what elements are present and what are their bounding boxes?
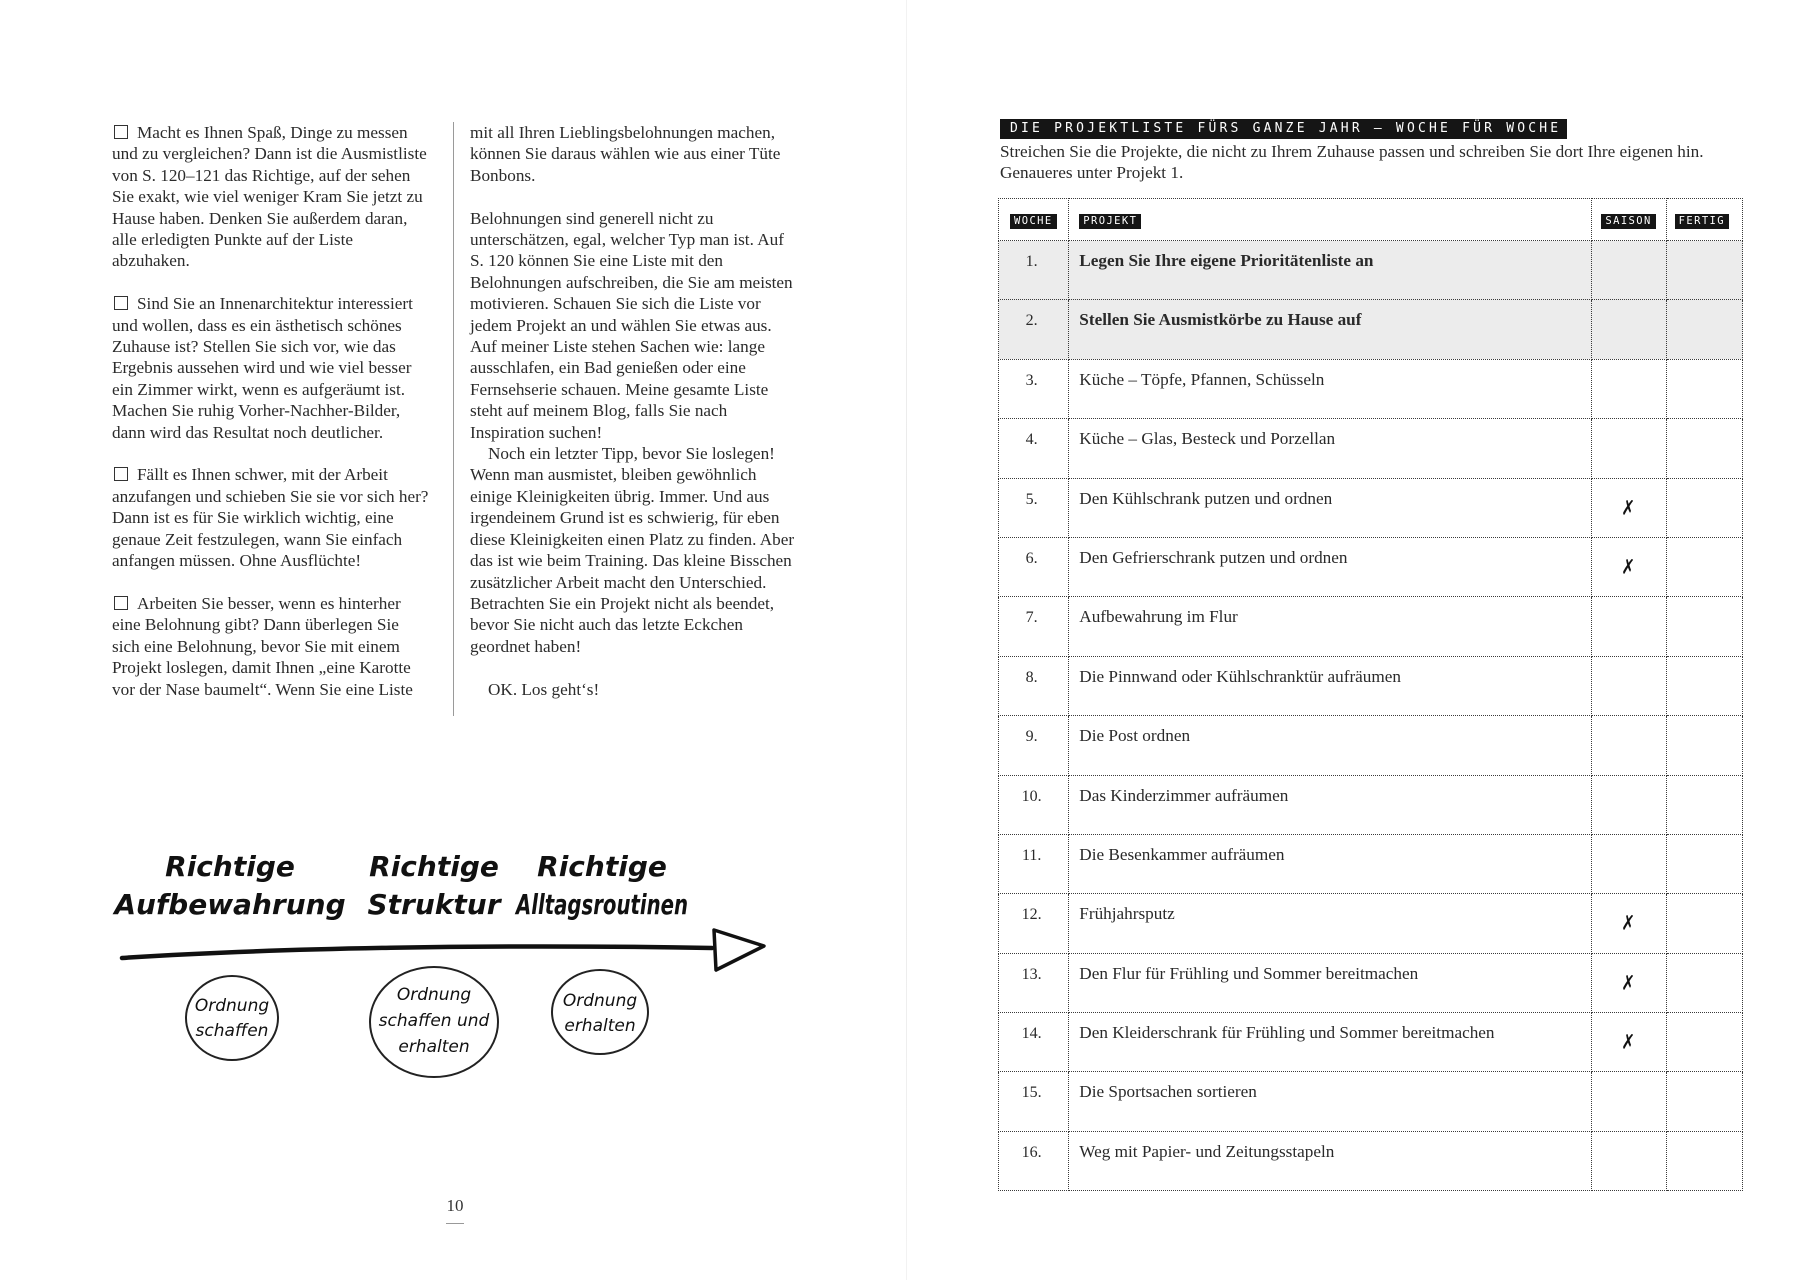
closing-line: OK. Los geht‘s! <box>488 679 600 699</box>
season-mark <box>1601 773 1657 795</box>
week-cell <box>999 478 1069 537</box>
project-cell <box>1069 537 1592 596</box>
week-cell <box>999 300 1069 359</box>
season-cell[interactable] <box>1592 775 1666 834</box>
season-mark: ✗ <box>1621 1029 1636 1055</box>
table-row <box>999 359 1743 418</box>
checkbox-icon <box>114 467 128 481</box>
tip-paragraph-2: Sind Sie an Innenarchitektur interessiert und wollen, dass es ein ästhetisch schönes Zuhause ist? Stellen Sie sich vor, wie das Ergebnis aussehen wird und wie viel besser ein Zimmer wirkt, wenn es aufgeräumt ist. Machen Sie ruhig Vorher-Nachher-Bilder, dann wird das Resultat noch deutlicher. <box>112 294 413 442</box>
season-mark: ✗ <box>1621 494 1636 521</box>
done-cell[interactable] <box>1666 537 1742 596</box>
project-cell <box>1069 597 1592 656</box>
done-cell[interactable] <box>1666 241 1742 300</box>
circle-label: Ordnung <box>194 996 270 1016</box>
project-cell <box>1069 359 1592 418</box>
season-mark <box>1601 1070 1657 1092</box>
season-mark <box>1601 714 1657 736</box>
column-header-project: PROJEKT <box>1079 214 1141 229</box>
project-name: Die Sportsachen sortieren <box>1079 1082 1257 1102</box>
done-mark <box>1676 1129 1733 1151</box>
page-number: 10 <box>446 1196 464 1215</box>
week-number: 11. <box>1021 846 1042 864</box>
header-cell <box>999 199 1069 241</box>
project-name: Die Pinnwand oder Kühlschranktür aufräumen <box>1079 666 1401 686</box>
done-mark <box>1676 417 1733 439</box>
done-mark <box>1676 951 1733 973</box>
week-number: 7. <box>1025 609 1038 627</box>
week-number: 4. <box>1025 431 1038 449</box>
done-mark <box>1676 654 1733 676</box>
circle-label: schaffen und <box>378 1011 490 1031</box>
done-cell[interactable] <box>1666 716 1742 775</box>
season-cell[interactable] <box>1592 716 1666 775</box>
done-mark <box>1676 1070 1733 1092</box>
table-body <box>999 241 1743 1191</box>
order-diagram <box>112 840 792 1080</box>
tip-paragraph-1: Macht es Ihnen Spaß, Dinge zu messen und zu vergleichen? Dann ist die Ausmistliste von S. 120–121 das Richtige, auf der sehen Sie exakt, wie viel weniger Kram Sie jetzt zu Hause haben. Denken Sie außerdem daran, alle erledigten Punkte auf der Liste abzuhaken. <box>112 123 427 271</box>
week-number: 13. <box>1021 965 1042 983</box>
done-cell[interactable] <box>1666 894 1742 953</box>
table-row <box>999 1013 1743 1072</box>
season-mark: ✗ <box>1621 970 1636 996</box>
table-row <box>999 834 1743 893</box>
done-cell[interactable] <box>1666 1072 1742 1131</box>
week-cell <box>999 241 1069 300</box>
project-name: Den Gefrierschrank putzen und ordnen <box>1079 547 1348 567</box>
week-cell <box>999 359 1069 418</box>
project-cell <box>1069 775 1592 834</box>
season-mark <box>1601 832 1657 854</box>
week-cell <box>999 716 1069 775</box>
week-number: 14. <box>1021 1025 1042 1043</box>
body-paragraph: Noch ein letzter Tipp, bevor Sie loslegen! Wenn man ausmistet, bleiben gewöhnlich einige Kleinigkeiten übrig. Immer. Und aus irgendeinem Grund ist es schwierig, für eben diese Kleinigkeiten einen Platz zu finden. Aber das ist wie beim Training. Das kleine Bisschen zusätzlicher Arbeit macht den Unterschied. Betrachten Sie ein Projekt nicht als beendet, bevor Sie nicht auch das letzte Eckchen geordnet haben! <box>470 444 795 656</box>
done-mark <box>1676 892 1733 914</box>
project-cell <box>1069 241 1592 300</box>
done-mark <box>1676 238 1733 260</box>
season-mark <box>1601 357 1657 379</box>
table-row <box>999 478 1743 537</box>
intro-text: Streichen Sie die Projekte, die nicht zu Ihrem Zuhause passen und schreiben Sie dort Ihre eigenen hin. Genaueres unter Projekt 1. <box>1000 142 1704 183</box>
project-cell <box>1069 894 1592 953</box>
season-cell[interactable] <box>1592 894 1666 953</box>
season-cell[interactable] <box>1592 1013 1666 1072</box>
done-cell[interactable] <box>1666 359 1742 418</box>
table-row <box>999 894 1743 953</box>
project-cell <box>1069 656 1592 715</box>
week-number: 8. <box>1025 668 1038 686</box>
arrowhead-icon <box>714 930 764 970</box>
done-cell[interactable] <box>1666 478 1742 537</box>
project-name: Aufbewahrung im Flur <box>1079 607 1238 627</box>
project-name: Küche – Töpfe, Pfannen, Schüsseln <box>1079 369 1325 389</box>
done-mark <box>1676 476 1733 498</box>
project-cell <box>1069 1072 1592 1131</box>
arrow-line <box>122 946 712 958</box>
project-table <box>998 198 1743 1191</box>
season-cell[interactable] <box>1592 537 1666 596</box>
header-cell <box>1666 199 1742 241</box>
week-cell <box>999 834 1069 893</box>
week-cell <box>999 775 1069 834</box>
season-mark: ✗ <box>1621 554 1636 580</box>
table-header-row <box>999 199 1743 241</box>
project-name: Weg mit Papier- und Zeitungsstapeln <box>1079 1141 1335 1161</box>
done-mark <box>1676 357 1733 379</box>
circle-label: Ordnung <box>562 991 638 1011</box>
week-number: 3. <box>1025 371 1038 389</box>
done-cell[interactable] <box>1666 300 1742 359</box>
left-column-2 <box>470 122 800 700</box>
project-name: Die Besenkammer aufräumen <box>1079 844 1285 864</box>
table-row <box>999 597 1743 656</box>
table-row <box>999 419 1743 478</box>
project-name: Den Kühlschrank putzen und ordnen <box>1079 488 1333 508</box>
stage-circle <box>186 976 278 1060</box>
project-cell <box>1069 834 1592 893</box>
table-row <box>999 953 1743 1012</box>
done-cell[interactable] <box>1666 656 1742 715</box>
project-cell <box>1069 1131 1592 1190</box>
project-name: Frühjahrsputz <box>1079 904 1175 924</box>
project-cell <box>1069 716 1592 775</box>
done-mark <box>1676 714 1733 736</box>
done-mark <box>1676 535 1733 557</box>
project-name: Das Kinderzimmer aufräumen <box>1079 785 1289 805</box>
done-cell[interactable] <box>1666 1013 1742 1072</box>
table-row <box>999 241 1743 300</box>
body-paragraph: Belohnungen sind generell nicht zu unterschätzen, egal, welcher Typ man ist. Auf S. 120 können Sie eine Liste mit den Belohnungen aufschreiben, die Sie am meisten motivieren. Schauen Sie sich die Liste vor jedem Projekt an und wählen Sie etwas aus. Auf meiner Liste stehen Sachen wie: lange ausschlafen, ein Bad genießen oder eine Fernsehserie schauen. Meine gesamte Liste steht auf meinem Blog, falls Sie nach Inspiration suchen! <box>470 208 793 442</box>
week-number: 6. <box>1025 549 1038 567</box>
done-mark <box>1676 773 1733 795</box>
season-mark <box>1601 595 1657 617</box>
week-number: 9. <box>1025 728 1038 746</box>
checkbox-icon <box>114 296 128 310</box>
project-cell <box>1069 478 1592 537</box>
page-title: DIE PROJEKTLISTE FÜRS GANZE JAHR – WOCHE FÜR WOCHE <box>1000 119 1567 139</box>
project-name: Küche – Glas, Besteck und Porzellan <box>1079 429 1336 449</box>
column-header-done: FERTIG <box>1675 214 1729 229</box>
season-cell[interactable] <box>1592 300 1666 359</box>
project-name: Stellen Sie Ausmistkörbe zu Hause auf <box>1079 310 1362 330</box>
page-number-rule <box>446 1223 464 1224</box>
week-cell <box>999 656 1069 715</box>
column-divider <box>453 122 454 716</box>
header-cell <box>1592 199 1666 241</box>
week-cell <box>999 597 1069 656</box>
done-mark <box>1676 595 1733 617</box>
done-mark <box>1676 298 1733 320</box>
stage-heading: Richtige <box>165 850 295 883</box>
stage-heading: Struktur <box>367 888 501 921</box>
done-cell[interactable] <box>1666 1131 1742 1190</box>
week-number: 16. <box>1021 1143 1042 1161</box>
done-cell[interactable] <box>1666 419 1742 478</box>
table-row <box>999 656 1743 715</box>
project-cell <box>1069 300 1592 359</box>
left-column-1 <box>112 122 430 700</box>
project-cell <box>1069 953 1592 1012</box>
week-number: 5. <box>1025 490 1038 508</box>
season-mark <box>1601 417 1657 439</box>
done-mark <box>1676 1010 1733 1032</box>
stage-heading: Aufbewahrung <box>114 888 346 921</box>
season-mark: ✗ <box>1621 910 1636 936</box>
circle-label: schaffen <box>195 1021 269 1041</box>
week-cell <box>999 953 1069 1012</box>
table-row <box>999 300 1743 359</box>
season-cell[interactable] <box>1592 478 1666 537</box>
project-name: Legen Sie Ihre eigene Prioritätenliste an <box>1079 251 1374 270</box>
week-number: 12. <box>1021 906 1042 924</box>
season-mark <box>1601 238 1657 260</box>
week-cell <box>999 1072 1069 1131</box>
tip-paragraph-4: Arbeiten Sie besser, wenn es hinterher eine Belohnung gibt? Dann überlegen Sie sich eine Belohnung, bevor Sie mit einem Projekt loslegen, damit Ihnen „eine Karotte vor der Nase baumelt“. Wenn Sie eine Liste <box>112 593 413 699</box>
done-mark <box>1676 832 1733 854</box>
done-cell[interactable] <box>1666 834 1742 893</box>
season-cell[interactable] <box>1592 419 1666 478</box>
checkbox-icon <box>114 596 128 610</box>
week-number: 15. <box>1021 1084 1042 1102</box>
table-row <box>999 716 1743 775</box>
week-cell <box>999 1131 1069 1190</box>
week-cell <box>999 419 1069 478</box>
week-cell <box>999 537 1069 596</box>
season-cell[interactable] <box>1592 953 1666 1012</box>
week-number: 1. <box>1025 253 1038 270</box>
project-name: Den Kleiderschrank für Frühling und Sommer bereitmachen <box>1079 1023 1495 1043</box>
checkbox-icon <box>114 125 128 139</box>
column-header-week: WOCHE <box>1010 214 1057 229</box>
week-number: 2. <box>1025 312 1038 330</box>
season-cell[interactable] <box>1592 597 1666 656</box>
week-number: 10. <box>1021 787 1042 805</box>
table-row <box>999 1131 1743 1190</box>
season-cell[interactable] <box>1592 1072 1666 1131</box>
season-mark <box>1601 1129 1657 1151</box>
season-cell[interactable] <box>1592 241 1666 300</box>
project-name: Die Post ordnen <box>1079 726 1191 746</box>
circle-label: erhalten <box>398 1037 470 1057</box>
stage-heading: Alltagsroutinen <box>514 888 688 921</box>
circle-label: erhalten <box>564 1016 636 1036</box>
spread-gutter <box>906 0 907 1280</box>
done-cell[interactable] <box>1666 953 1742 1012</box>
header-cell <box>1069 199 1592 241</box>
season-cell[interactable] <box>1592 359 1666 418</box>
project-cell <box>1069 419 1592 478</box>
project-name: Den Flur für Frühling und Sommer bereitmachen <box>1079 963 1419 983</box>
stage-heading: Richtige <box>537 850 667 883</box>
table-row <box>999 1072 1743 1131</box>
body-paragraph: mit all Ihren Lieblingsbelohnungen machen, können Sie daraus wählen wie aus einer Tüte Bonbons. <box>470 123 781 185</box>
project-cell <box>1069 1013 1592 1072</box>
season-cell[interactable] <box>1592 1131 1666 1190</box>
season-cell[interactable] <box>1592 834 1666 893</box>
circle-label: Ordnung <box>396 985 472 1005</box>
table-row <box>999 775 1743 834</box>
done-cell[interactable] <box>1666 775 1742 834</box>
done-cell[interactable] <box>1666 597 1742 656</box>
stage-heading: Richtige <box>369 850 499 883</box>
season-mark <box>1601 298 1657 320</box>
column-header-season: SAISON <box>1601 214 1655 229</box>
stage-circle <box>552 970 648 1054</box>
tip-paragraph-3: Fällt es Ihnen schwer, mit der Arbeit anzufangen und schieben Sie sie vor sich her? Dann ist es für Sie wirklich wichtig, eine genaue Zeit festzulegen, wann Sie einfach anfangen müssen. Ohne Ausflüchte! <box>112 465 429 571</box>
week-cell <box>999 894 1069 953</box>
table-row <box>999 537 1743 596</box>
season-mark <box>1601 654 1657 676</box>
season-cell[interactable] <box>1592 656 1666 715</box>
week-cell <box>999 1013 1069 1072</box>
